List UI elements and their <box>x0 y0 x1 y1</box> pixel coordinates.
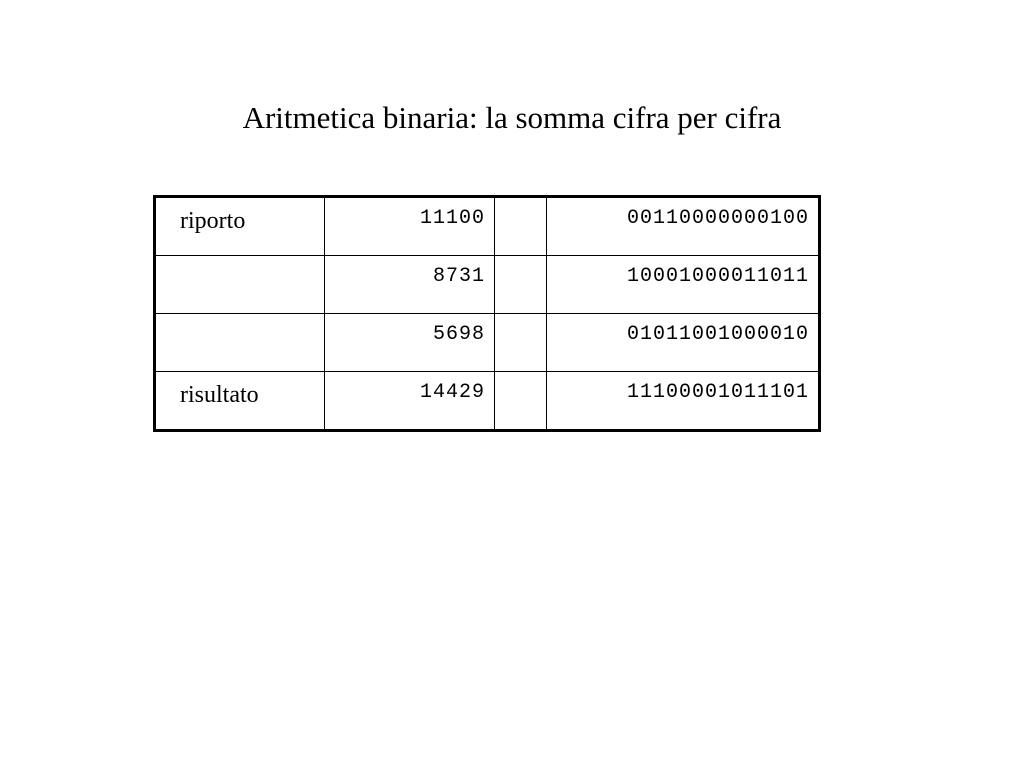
binary-value: 10001000011011 <box>547 256 820 314</box>
empty-cell <box>495 256 547 314</box>
binary-value: 11100001011101 <box>547 372 820 431</box>
decimal-value: 8731 <box>325 256 495 314</box>
table-row-result <box>155 372 820 431</box>
empty-cell <box>495 197 547 256</box>
table-row-addend-1 <box>155 256 820 314</box>
decimal-value: 14429 <box>325 372 495 431</box>
decimal-value: 11100 <box>325 197 495 256</box>
row-label <box>155 314 325 372</box>
row-label <box>155 256 325 314</box>
binary-value: 01011001000010 <box>547 314 820 372</box>
table-row-carry <box>155 197 820 256</box>
decimal-value: 5698 <box>325 314 495 372</box>
binary-sum-table <box>153 195 821 432</box>
empty-cell <box>495 314 547 372</box>
row-label: risultato <box>155 372 325 431</box>
table-row-addend-2 <box>155 314 820 372</box>
empty-cell <box>495 372 547 431</box>
binary-value: 00110000000100 <box>547 197 820 256</box>
row-label: riporto <box>155 197 325 256</box>
slide-title: Aritmetica binaria: la somma cifra per cifra <box>242 100 782 135</box>
